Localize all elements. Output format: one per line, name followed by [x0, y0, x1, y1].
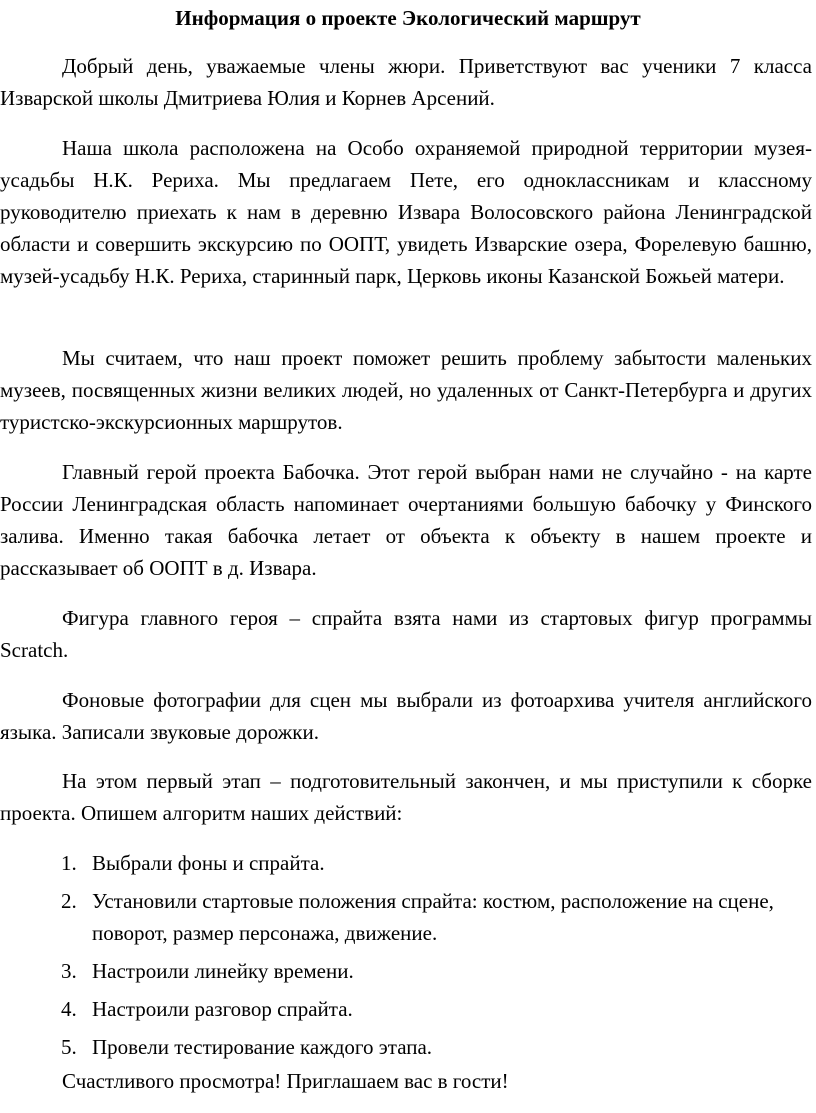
- list-item-number: 5.: [61, 1035, 77, 1059]
- list-item-text: Выбрали фоны и спрайта.: [92, 851, 325, 875]
- paragraph-first-stage: На этом первый этап – подготовительный закончен, и мы приступили к сборке проекта. Опишем алгоритм наших действий:: [0, 769, 812, 825]
- algorithm-steps-list: [0, 847, 812, 1069]
- list-item: [0, 847, 812, 879]
- list-item-number: 4.: [61, 997, 77, 1021]
- list-item: [0, 885, 812, 949]
- paragraph-greeting: Добрый день, уважаемые члены жюри. Приветствуют вас ученики 7 класса Изварской школы Дмитриева Юлия и Корнев Арсений.: [0, 54, 812, 110]
- list-item-number: 1.: [61, 851, 77, 875]
- paragraph-project-goal: Мы считаем, что наш проект поможет решить проблему забытости маленьких музеев, посвященных жизни великих людей, но удаленных от Санкт-Петербурга и других туристско-экскурсионных маршрутов.: [0, 346, 812, 434]
- list-item-text: Установили стартовые положения спрайта: костюм, расположение на сцене, поворот, размер персонажа, движение.: [92, 889, 774, 945]
- list-item: [0, 955, 812, 987]
- paragraph-main-hero: Главный герой проекта Бабочка. Этот герой выбран нами не случайно - на карте России Ленинградская область напоминает очертаниями большую бабочку у Финского залива. Именно такая бабочка летает от объекта к объекту в нашем проекте и рассказывает об ООПТ в д. Извара.: [0, 460, 812, 580]
- list-item-text: Настроили разговор спрайта.: [92, 997, 353, 1021]
- list-item-text: Настроили линейку времени.: [92, 959, 354, 983]
- closing-line: Счастливого просмотра! Приглашаем вас в гости!: [62, 1069, 509, 1093]
- list-item: [0, 993, 812, 1025]
- list-item-number: 3.: [61, 959, 77, 983]
- paragraph-sprite-figure: Фигура главного героя – спрайта взята нами из стартовых фигур программы Scratch.: [0, 606, 812, 662]
- list-item: [0, 1031, 812, 1063]
- paragraph-school-location: Наша школа расположена на Особо охраняемой природной территории музея-усадьбы Н.К. Рериха. Мы предлагаем Пете, его одноклассникам и классному руководителю приехать к нам в деревню Извара Волосовского района Ленинградской области и совершить экскурсию по ООПТ, увидеть Изварские озера, Форелевую башню, музей-усадьбу Н.К. Рериха, старинный парк, Церковь иконы Казанской Божьей матери.: [0, 136, 812, 288]
- document-title: Информация о проекте Экологический маршрут: [175, 6, 641, 30]
- list-item-number: 2.: [61, 889, 77, 913]
- list-item-text: Провели тестирование каждого этапа.: [92, 1035, 433, 1059]
- paragraph-background-photos: Фоновые фотографии для сцен мы выбрали из фотоархива учителя английского языка. Записали звуковые дорожки.: [0, 688, 812, 744]
